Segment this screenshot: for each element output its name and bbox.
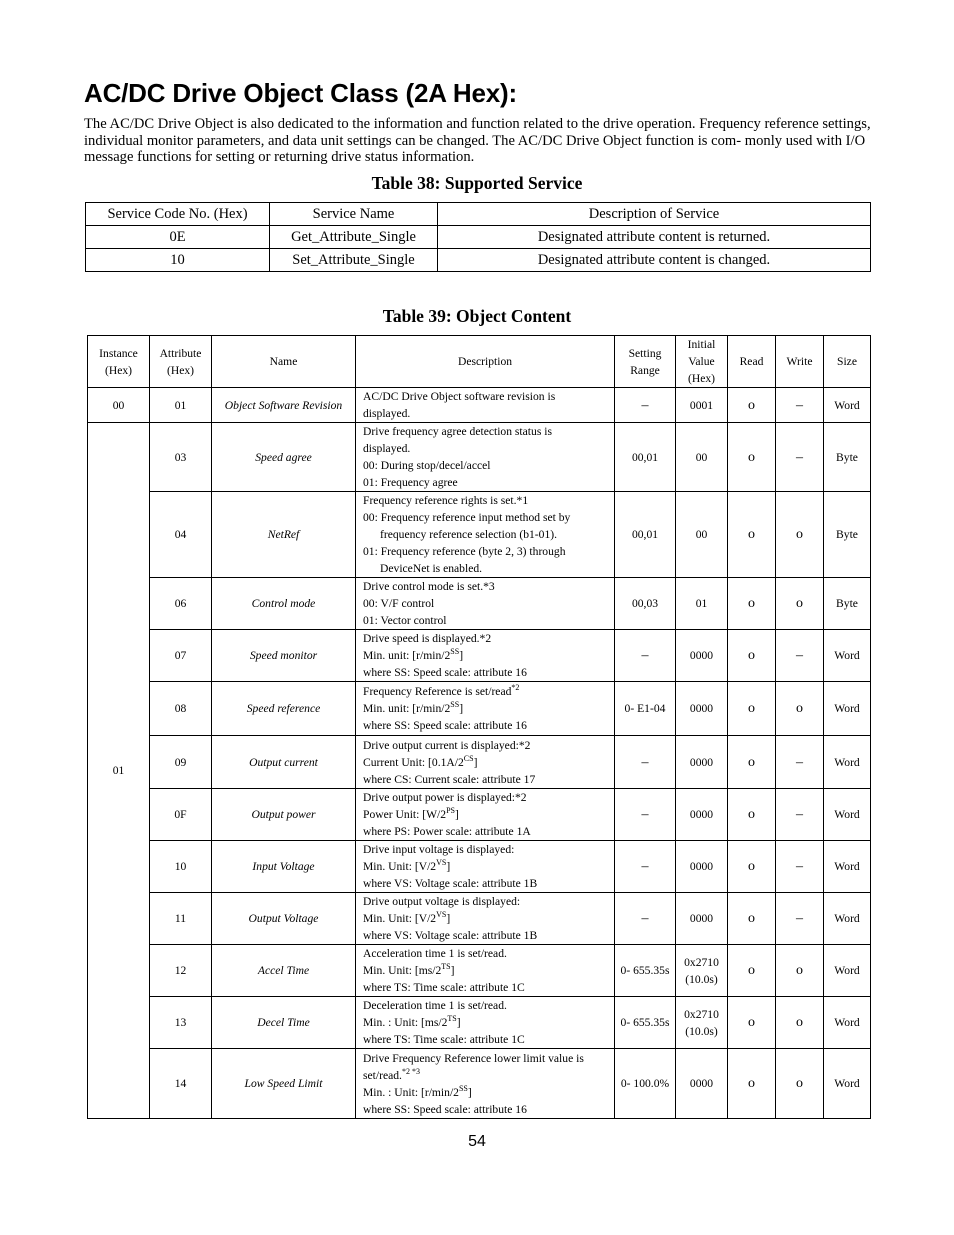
name-cell: Accel Time	[212, 945, 356, 997]
line-text: 00: Frequency reference input method set by	[363, 511, 571, 524]
read-cell: o	[728, 736, 776, 789]
line-text: frequency reference selection (b1-01).	[380, 528, 558, 541]
superscript: SS	[450, 700, 460, 710]
description-line	[363, 457, 614, 474]
table-row	[88, 388, 871, 423]
description-cell	[356, 423, 615, 492]
description-line	[363, 927, 614, 944]
size-cell: Word	[824, 1049, 871, 1119]
read-cell: o	[728, 682, 776, 736]
attribute-cell: 04	[150, 492, 212, 578]
description-line	[363, 858, 614, 875]
read-cell: o	[728, 789, 776, 841]
line-text: where SS: Speed scale: attribute 16	[363, 1102, 527, 1116]
attribute-cell: 14	[150, 1049, 212, 1119]
description-line	[363, 789, 614, 806]
description-line	[363, 595, 614, 612]
line-text: where VS: Voltage scale: attribute 1B	[363, 929, 538, 942]
write-cell: o	[776, 578, 824, 630]
table-header-row	[86, 203, 871, 226]
size-cell: Word	[824, 841, 871, 893]
name-cell: Control mode	[212, 578, 356, 630]
line-text: displayed.	[363, 442, 411, 455]
initial-value-cell: 0000	[676, 841, 728, 893]
size-cell: Word	[824, 388, 871, 423]
table-row	[88, 945, 871, 997]
cell: 0E	[86, 226, 270, 249]
line-text: Acceleration time 1 is set/read.	[363, 947, 507, 960]
read-cell: o	[728, 388, 776, 423]
table38-caption: Table 38: Supported Service	[371, 173, 583, 193]
superscript: VS	[436, 910, 447, 920]
header-cell: Service Name	[270, 203, 438, 226]
line-text: Drive frequency agree detection status is	[363, 425, 552, 438]
attribute-cell: 08	[150, 682, 212, 736]
page-title: AC/DC Drive Object Class (2A Hex):	[84, 78, 517, 108]
description-line	[363, 1101, 614, 1118]
description-cell	[356, 893, 615, 945]
description-line	[363, 962, 614, 979]
size-cell: Word	[824, 630, 871, 682]
read-cell: o	[728, 893, 776, 945]
table-row	[88, 997, 871, 1049]
description-line	[363, 1067, 614, 1084]
description-cell	[356, 736, 615, 789]
line-suffix: ]	[456, 1016, 461, 1029]
line-text: Deceleration time 1 is set/read.	[363, 999, 507, 1012]
table-row	[88, 682, 871, 736]
description-line	[363, 509, 614, 526]
setting-range-cell: –	[615, 841, 676, 893]
description-line	[363, 647, 614, 664]
header-cell: Instance (Hex)	[88, 336, 150, 388]
name-cell: NetRef	[212, 492, 356, 578]
name-cell: Output Voltage	[212, 893, 356, 945]
header-cell: Service Code No. (Hex)	[86, 203, 270, 226]
cell: Designated attribute content is changed.	[438, 249, 871, 272]
line-text: Min. unit: [r/min/2	[363, 702, 451, 715]
line-suffix: ]	[459, 649, 464, 662]
line-text: Current Unit: [0.1A/2	[363, 755, 464, 769]
read-cell: o	[728, 423, 776, 492]
initial-value-cell: 00	[676, 423, 728, 492]
description-line	[363, 543, 614, 560]
header-cell: Setting Range	[615, 336, 676, 388]
attribute-cell: 12	[150, 945, 212, 997]
description-cell	[356, 789, 615, 841]
line-text: 00: V/F control	[363, 597, 435, 610]
write-cell: o	[776, 682, 824, 736]
table-row	[88, 423, 871, 492]
description-line	[363, 440, 614, 457]
line-text: where TS: Time scale: attribute 1C	[363, 1033, 525, 1046]
description-line	[363, 474, 614, 491]
read-cell: o	[728, 492, 776, 578]
line-text: Min. : Unit: [ms/2	[363, 1016, 448, 1029]
setting-range-cell: –	[615, 630, 676, 682]
table-row	[88, 492, 871, 578]
write-cell: o	[776, 1049, 824, 1119]
line-text: Drive output current is displayed:*2	[363, 738, 531, 752]
attribute-cell: 01	[150, 388, 212, 423]
description-line	[363, 630, 614, 647]
setting-range-cell: –	[615, 789, 676, 841]
write-cell: –	[776, 630, 824, 682]
superscript: CS	[463, 753, 474, 763]
line-text: where PS: Power scale: attribute 1A	[363, 825, 531, 838]
description-line	[363, 664, 614, 681]
cell: 10	[86, 249, 270, 272]
header-cell: Attribute (Hex)	[150, 336, 212, 388]
superscript: SS	[450, 647, 460, 657]
description-cell	[356, 492, 615, 578]
line-text: where CS: Current scale: attribute 17	[363, 772, 536, 786]
description-line	[363, 612, 614, 629]
write-cell: –	[776, 423, 824, 492]
line-text: Drive output power is displayed:*2	[363, 791, 527, 804]
header-cell: Size	[824, 336, 871, 388]
description-line	[363, 1014, 614, 1031]
line-suffix: ]	[446, 912, 451, 925]
description-line	[363, 492, 614, 509]
read-cell: o	[728, 630, 776, 682]
initial-value-cell: 0000	[676, 893, 728, 945]
size-cell: Byte	[824, 492, 871, 578]
setting-range-cell: 0- E1-04	[615, 682, 676, 736]
line-text: 01: Vector control	[363, 614, 447, 627]
write-cell: –	[776, 736, 824, 789]
line-suffix: ]	[459, 702, 464, 715]
name-cell: Output power	[212, 789, 356, 841]
attribute-cell: 10	[150, 841, 212, 893]
superscript: PS	[446, 806, 455, 816]
size-cell: Word	[824, 893, 871, 945]
initial-value-cell: 0000	[676, 1049, 728, 1119]
description-line	[363, 979, 614, 996]
name-cell: Speed monitor	[212, 630, 356, 682]
initial-value-cell: 0000	[676, 682, 728, 736]
initial-value-cell: 01	[676, 578, 728, 630]
description-line	[363, 823, 614, 840]
line-suffix: ]	[450, 964, 455, 977]
description-line	[363, 405, 614, 422]
line-text: where TS: Time scale: attribute 1C	[363, 981, 525, 994]
read-cell: o	[728, 997, 776, 1049]
description-line	[363, 1031, 614, 1048]
superscript: TS	[441, 962, 451, 972]
attribute-cell: 09	[150, 736, 212, 789]
size-cell: Word	[824, 945, 871, 997]
description-line	[363, 737, 614, 754]
table-row	[86, 226, 871, 249]
cell: Get_Attribute_Single	[270, 226, 438, 249]
setting-range-cell: 00,03	[615, 578, 676, 630]
description-line	[363, 893, 614, 910]
line-suffix: ]	[446, 860, 451, 873]
instance-cell: 01	[88, 423, 150, 1119]
setting-range-cell: 00,01	[615, 423, 676, 492]
write-cell: o	[776, 492, 824, 578]
initial-value-cell: 0001	[676, 388, 728, 423]
line-text: Drive output voltage is displayed:	[363, 895, 521, 908]
name-cell: Output current	[212, 736, 356, 789]
header-cell: Write	[776, 336, 824, 388]
name-cell: Object Software Revision	[212, 388, 356, 423]
write-cell: o	[776, 997, 824, 1049]
superscript: TS	[447, 1014, 457, 1024]
attribute-cell: 11	[150, 893, 212, 945]
attribute-cell: 03	[150, 423, 212, 492]
line-text: Drive Frequency Reference lower limit value is	[363, 1051, 584, 1065]
superscript: *2 *3	[401, 1066, 420, 1076]
write-cell: –	[776, 388, 824, 423]
table-row	[88, 630, 871, 682]
size-cell: Word	[824, 789, 871, 841]
attribute-cell: 13	[150, 997, 212, 1049]
line-suffix: ]	[454, 808, 459, 821]
description-line	[363, 526, 614, 543]
write-cell: –	[776, 789, 824, 841]
table-row	[88, 893, 871, 945]
description-line	[363, 841, 614, 858]
initial-value-cell: 0000	[676, 736, 728, 789]
initial-value-cell: 00	[676, 492, 728, 578]
setting-range-cell: –	[615, 388, 676, 423]
line-text: Min. : Unit: [r/min/2	[363, 1085, 459, 1099]
line-suffix: ]	[473, 755, 478, 769]
read-cell: o	[728, 578, 776, 630]
name-cell: Low Speed Limit	[212, 1049, 356, 1119]
table-row	[88, 789, 871, 841]
attribute-cell: 06	[150, 578, 212, 630]
table-row	[88, 578, 871, 630]
header-cell: Name	[212, 336, 356, 388]
table-row	[88, 736, 871, 789]
initial-value-cell: 0000	[676, 630, 728, 682]
setting-range-cell: 0- 655.35s	[615, 997, 676, 1049]
line-text: Min. Unit: [V/2	[363, 912, 437, 925]
line-text: displayed.	[363, 407, 411, 420]
description-line	[363, 700, 614, 717]
table39-caption: Table 39: Object Content	[382, 306, 572, 326]
line-text: Frequency Reference is set/read	[363, 685, 512, 698]
attribute-cell: 0F	[150, 789, 212, 841]
description-cell	[356, 945, 615, 997]
line-text: Drive input voltage is displayed:	[363, 843, 515, 856]
setting-range-cell: 00,01	[615, 492, 676, 578]
description-line	[363, 771, 614, 788]
line-text: Drive control mode is set.*3	[363, 580, 495, 593]
initial-value-cell: 0x2710 (10.0s)	[676, 997, 728, 1049]
line-text: 01: Frequency agree	[363, 476, 458, 489]
line-text: Power Unit: [W/2	[363, 808, 447, 821]
line-suffix: ]	[467, 1085, 472, 1099]
line-text: where VS: Voltage scale: attribute 1B	[363, 877, 538, 890]
setting-range-cell: –	[615, 893, 676, 945]
table-row	[88, 841, 871, 893]
line-text: Frequency reference rights is set.*1	[363, 494, 529, 507]
description-cell	[356, 388, 615, 423]
description-cell	[356, 578, 615, 630]
table-header-row	[88, 336, 871, 388]
line-text: where SS: Speed scale: attribute 16	[363, 719, 527, 732]
supported-service-table	[85, 202, 871, 272]
table-row	[88, 1049, 871, 1119]
name-cell: Speed reference	[212, 682, 356, 736]
description-line	[363, 717, 614, 734]
write-cell: o	[776, 945, 824, 997]
line-text: 00: During stop/decel/accel	[363, 459, 491, 472]
instance-cell: 00	[88, 388, 150, 423]
read-cell: o	[728, 945, 776, 997]
line-text: AC/DC Drive Object software revision is	[363, 390, 556, 403]
superscript: SS	[458, 1083, 468, 1093]
header-cell: Description of Service	[438, 203, 871, 226]
description-cell	[356, 630, 615, 682]
description-line	[363, 683, 614, 700]
description-cell	[356, 1049, 615, 1119]
size-cell: Word	[824, 736, 871, 789]
description-line	[363, 997, 614, 1014]
description-line	[363, 806, 614, 823]
cell: Designated attribute content is returned.	[438, 226, 871, 249]
initial-value-cell: 0x2710 (10.0s)	[676, 945, 728, 997]
superscript: VS	[436, 858, 447, 868]
header-cell: Initial Value (Hex)	[676, 336, 728, 388]
size-cell: Byte	[824, 578, 871, 630]
object-content-table	[87, 335, 871, 1119]
setting-range-cell: 0- 655.35s	[615, 945, 676, 997]
description-line	[363, 754, 614, 771]
description-line	[363, 910, 614, 927]
line-text: Drive speed is displayed.*2	[363, 632, 492, 645]
line-text: 01: Frequency reference (byte 2, 3) through	[363, 545, 566, 558]
line-text: Min. Unit: [V/2	[363, 860, 437, 873]
read-cell: o	[728, 841, 776, 893]
cell: Set_Attribute_Single	[270, 249, 438, 272]
name-cell: Input Voltage	[212, 841, 356, 893]
description-cell	[356, 841, 615, 893]
line-text: where SS: Speed scale: attribute 16	[363, 666, 527, 679]
page-number: 54	[468, 1133, 486, 1150]
superscript: *2	[511, 683, 520, 693]
name-cell: Decel Time	[212, 997, 356, 1049]
description-line	[363, 560, 614, 577]
attribute-cell: 07	[150, 630, 212, 682]
line-text: DeviceNet is enabled.	[380, 562, 483, 575]
description-line	[363, 1084, 614, 1101]
size-cell: Word	[824, 682, 871, 736]
header-cell: Description	[356, 336, 615, 388]
header-cell: Read	[728, 336, 776, 388]
size-cell: Byte	[824, 423, 871, 492]
table-row	[86, 249, 871, 272]
description-line	[363, 945, 614, 962]
setting-range-cell: –	[615, 736, 676, 789]
description-line	[363, 578, 614, 595]
description-line	[363, 875, 614, 892]
setting-range-cell: 0- 100.0%	[615, 1049, 676, 1119]
description-line	[363, 423, 614, 440]
size-cell: Word	[824, 997, 871, 1049]
line-text: set/read.	[363, 1068, 402, 1082]
name-cell: Speed agree	[212, 423, 356, 492]
description-cell	[356, 997, 615, 1049]
initial-value-cell: 0000	[676, 789, 728, 841]
description-cell	[356, 682, 615, 736]
description-line	[363, 1050, 614, 1067]
description-line	[363, 388, 614, 405]
intro-paragraph: The AC/DC Drive Object is also dedicated to the information and function related to the drive operation. Frequency reference settings, individual monitor parameters, and data unit settings can be changed. The AC/DC Drive Object function is com- monly used with I/O message functions for setting or returning drive status information.	[84, 116, 871, 166]
write-cell: –	[776, 893, 824, 945]
line-text: Min. Unit: [ms/2	[363, 964, 442, 977]
write-cell: –	[776, 841, 824, 893]
read-cell: o	[728, 1049, 776, 1119]
line-text: Min. unit: [r/min/2	[363, 649, 451, 662]
